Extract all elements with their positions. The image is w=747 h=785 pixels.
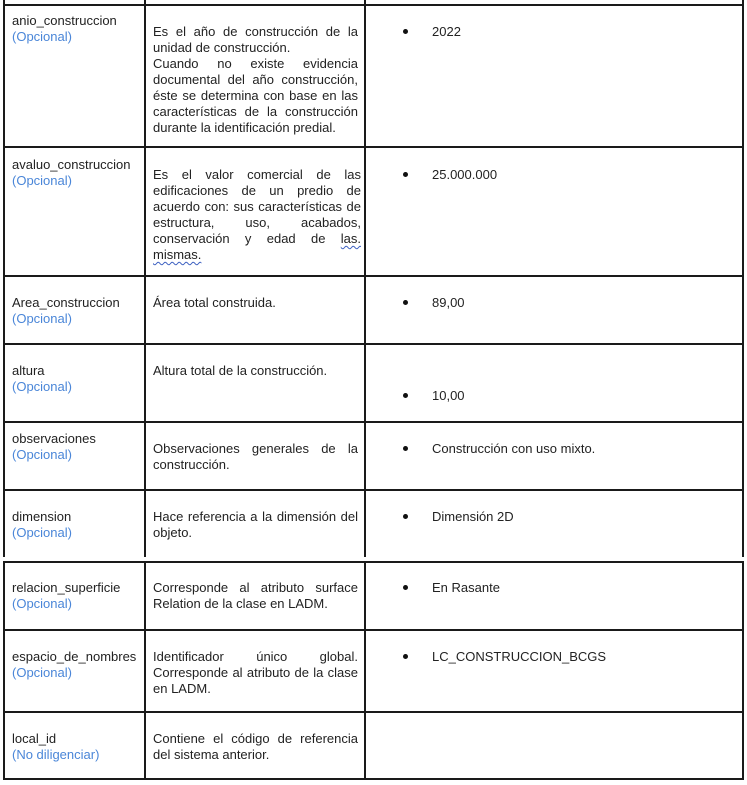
field-cell <box>12 649 144 681</box>
field-name: espacio_de_nombres <box>12 649 137 664</box>
row-divider <box>3 343 744 345</box>
description-text-2: Cuando no existe evidencia documental del año construcción, éste se determina con base en las características de la construcción durante la identificación predial. <box>153 56 358 135</box>
optional-flag: (Opcional) <box>12 447 72 462</box>
description-cell <box>153 441 358 473</box>
value-text: 25.000.000 <box>432 167 498 182</box>
description-text: Identificador único global. Corresponde al atributo de la clase en LADM. <box>153 649 358 696</box>
value-list-item <box>403 167 497 182</box>
field-cell <box>12 431 142 463</box>
optional-flag: (Opcional) <box>12 665 72 680</box>
bullet-icon <box>403 29 408 34</box>
bullet-icon <box>403 300 408 305</box>
value-text: 10,00 <box>432 388 465 403</box>
optional-flag: (Opcional) <box>12 525 72 540</box>
description-text: Es el valor comercial de las edificaciones de un predio de acuerdo con: sus características de estructura, uso, acabados, conservación y edad de <box>153 167 361 246</box>
description-cell <box>153 167 361 263</box>
value-list-item <box>403 295 465 310</box>
value-text: Construcción con uso mixto. <box>432 441 596 456</box>
table-border-top <box>3 4 744 6</box>
row-divider <box>3 146 744 148</box>
row-divider <box>3 629 744 631</box>
field-name: altura <box>12 363 45 378</box>
column-divider-2 <box>364 561 366 780</box>
value-list-item <box>403 580 500 595</box>
description-cell <box>153 24 358 136</box>
optional-flag: (Opcional) <box>12 29 72 44</box>
optional-flag: (Opcional) <box>12 596 72 611</box>
column-divider-1 <box>144 0 146 557</box>
no-fill-flag: (No diligenciar) <box>12 747 100 762</box>
description-cell <box>153 649 358 697</box>
field-name: local_id <box>12 731 57 746</box>
optional-flag: (Opcional) <box>12 173 72 188</box>
description-text: Observaciones generales de la construcción. <box>153 441 358 472</box>
description-text: Hace referencia a la dimensión del objeto. <box>153 509 358 540</box>
table-border-top <box>3 561 744 563</box>
bullet-icon <box>403 514 408 519</box>
bullet-icon <box>403 585 408 590</box>
field-name: anio_construccion <box>12 13 117 28</box>
table-border-bottom <box>3 778 744 780</box>
row-divider <box>3 711 744 713</box>
column-divider-1 <box>144 561 146 780</box>
description-text: Altura total de la construcción. <box>153 363 328 378</box>
table-border-left <box>3 561 5 780</box>
value-list-item <box>403 24 461 39</box>
field-cell <box>12 363 142 395</box>
value-list-item <box>403 388 465 403</box>
row-divider <box>3 489 744 491</box>
field-name: dimension <box>12 509 72 524</box>
description-text: Corresponde al atributo surface Relation de la clase en LADM. <box>153 580 358 611</box>
value-text: 89,00 <box>432 295 465 310</box>
table-border-left <box>3 0 5 557</box>
row-divider <box>3 421 744 423</box>
field-name: avaluo_construccion <box>12 157 131 172</box>
field-name: relacion_superficie <box>12 580 121 595</box>
description-text: Es el año de construcción de la unidad de construcción. <box>153 24 358 55</box>
optional-flag: (Opcional) <box>12 379 72 394</box>
description-text: Contiene el código de referencia del sistema anterior. <box>153 731 358 762</box>
field-cell <box>12 509 142 541</box>
value-text: LC_CONSTRUCCION_BCGS <box>432 649 607 664</box>
description-cell <box>153 580 358 612</box>
description-text-tail: las. mismas. <box>153 231 361 262</box>
description-cell <box>153 509 358 541</box>
row-divider <box>3 275 744 277</box>
field-name: observaciones <box>12 431 96 446</box>
field-cell <box>12 731 144 763</box>
value-list-item <box>403 441 595 456</box>
field-cell <box>12 13 142 45</box>
table-border-right <box>742 0 744 557</box>
bullet-icon <box>403 446 408 451</box>
value-list-item <box>403 649 606 664</box>
value-text: En Rasante <box>432 580 500 595</box>
bullet-icon <box>403 654 408 659</box>
field-cell <box>12 295 142 327</box>
field-cell <box>12 580 142 612</box>
description-cell <box>153 295 358 311</box>
value-text: Dimensión 2D <box>432 509 514 524</box>
description-cell <box>153 363 358 379</box>
value-list-item <box>403 509 514 524</box>
description-text: Área total construida. <box>153 295 276 310</box>
optional-flag: (Opcional) <box>12 311 72 326</box>
bullet-icon <box>403 172 408 177</box>
field-name: Area_construccion <box>12 295 120 310</box>
table-border-right <box>742 561 744 780</box>
description-cell <box>153 731 358 763</box>
column-divider-2 <box>364 0 366 557</box>
value-text: 2022 <box>432 24 461 39</box>
field-cell <box>12 157 142 189</box>
bullet-icon <box>403 393 408 398</box>
